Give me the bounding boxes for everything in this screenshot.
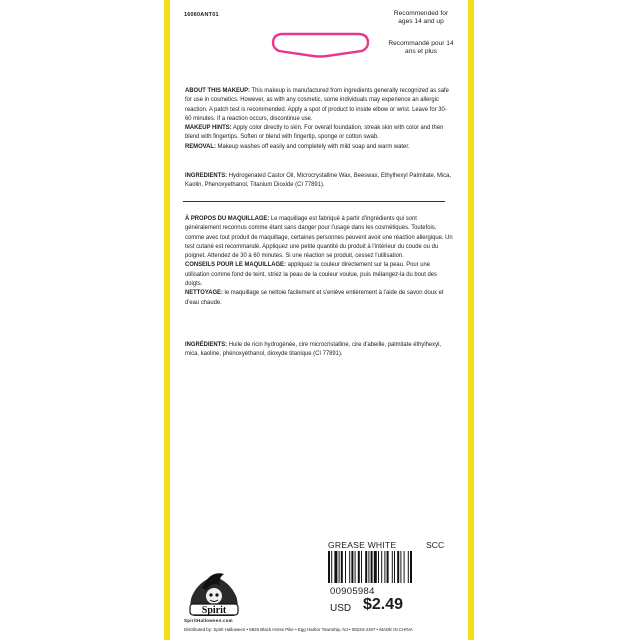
english-ingredients-section bbox=[185, 171, 453, 190]
removal-heading-en: REMOVAL: bbox=[185, 142, 216, 150]
website-text: SpiritHalloween.com bbox=[184, 618, 233, 623]
hints-text-en: Apply color directly to skin. For overall foundation, streak skin with color and then blend with fingertips. Soften or blend with fingertip, sponge or cotton swab. bbox=[185, 124, 444, 141]
currency-label: USD bbox=[330, 603, 352, 614]
barcode-icon bbox=[327, 551, 447, 583]
product-class-code: SCC bbox=[426, 540, 445, 550]
ingredients-text-en: Hydrogenated Castor Oil, Microcrystalline Wax, Beeswax, Ethylhexyl Palmitate, Mica, Kaolin, Phenoxyethanol, Titanium Dioxide (CI 77891). bbox=[185, 172, 452, 189]
removal-text-fr: le maquillage se nettoie facilement et s'enlève entièrement à l'aide de savon doux et d'eau chaude. bbox=[185, 289, 444, 306]
ingredients-text-fr: Huile de ricin hydrogénée, cire microcristalline, cire d'abeille, palmitate éthylhexyl, mica, kaoline, phénoxyéthanol, dioxyde titanique (CI 77891). bbox=[185, 341, 442, 358]
ingredients-heading-en: INGREDIENTS: bbox=[185, 172, 228, 179]
product-code: 16060ANT01 bbox=[184, 12, 219, 18]
card-edge-right bbox=[468, 0, 474, 640]
french-ingredients-section bbox=[185, 340, 453, 359]
price-value: $2.49 bbox=[363, 596, 404, 613]
ingredients-heading-fr: INGRÉDIENTS: bbox=[185, 341, 228, 348]
hints-heading-en: MAKEUP HINTS: bbox=[185, 124, 232, 132]
about-heading-fr: À PROPOS DU MAQUILLAGE: bbox=[185, 215, 270, 222]
age-recommendation-fr: Recommandé pour 14 ans et plus bbox=[388, 40, 454, 55]
about-text-fr: Le maquillage est fabriqué à partir d'ingrédients qui sont généralement reconnus comme étant sans danger pour l'usage dans les cosmétiques. Toutefois, comme avec tout produit de maquillage, certaines personnes peuvent avoir une réaction allergique. Un test cutané est recommandé. Appliquez une petite quantité du produit à l'intérieur du coude ou du poignet. Attendez de 30 à 60 minutes. Si une réaction se produit, cessez l'utilisation. bbox=[185, 215, 453, 260]
distributor-footer: Distributed by: Spirit Halloween • 6826 Black Horse Pike • Egg Harbor Township, NJ • 08234-4197 • MADE IN CHINA bbox=[184, 627, 413, 632]
english-about-section bbox=[185, 86, 453, 151]
language-divider bbox=[183, 201, 445, 202]
hang-hole-icon bbox=[269, 30, 372, 60]
product-name-label: GREASE WHITE bbox=[328, 540, 397, 550]
product-card bbox=[170, 0, 468, 640]
about-text-en: This makeup is manufactured from ingredients generally recognized as safe for use in cosmetics. However, as with any cosmetic, some individuals may experience an allergic reaction. A patch test is recommended. Apply a spot of product to inside elbow or wrist. Leave for 30-60 minutes. If a reaction occurs, discontinue use. bbox=[185, 87, 449, 122]
svg-text:Spirit: Spirit bbox=[201, 605, 227, 616]
hints-text-fr: appliquez la couleur directement sur la peau. Pour une utilisation comme fond de teint, striez la peau de la couleur voulue, puis mélangez-la du bout des doigts. bbox=[185, 261, 437, 288]
removal-heading-fr: NETTOYAGE: bbox=[185, 289, 223, 297]
french-about-section bbox=[185, 214, 453, 307]
age-recommendation-en: Recommended for ages 14 and up bbox=[393, 10, 449, 25]
about-heading-en: ABOUT THIS MAKEUP: bbox=[185, 87, 251, 94]
spirit-halloween-logo-icon bbox=[184, 566, 244, 620]
hints-heading-fr: CONSEILS POUR LE MAQUILLAGE: bbox=[185, 261, 286, 269]
removal-text-en: Makeup washes off easily and completely with mild soap and warm water. bbox=[215, 142, 410, 150]
sku-number: 00905984 bbox=[330, 586, 375, 597]
